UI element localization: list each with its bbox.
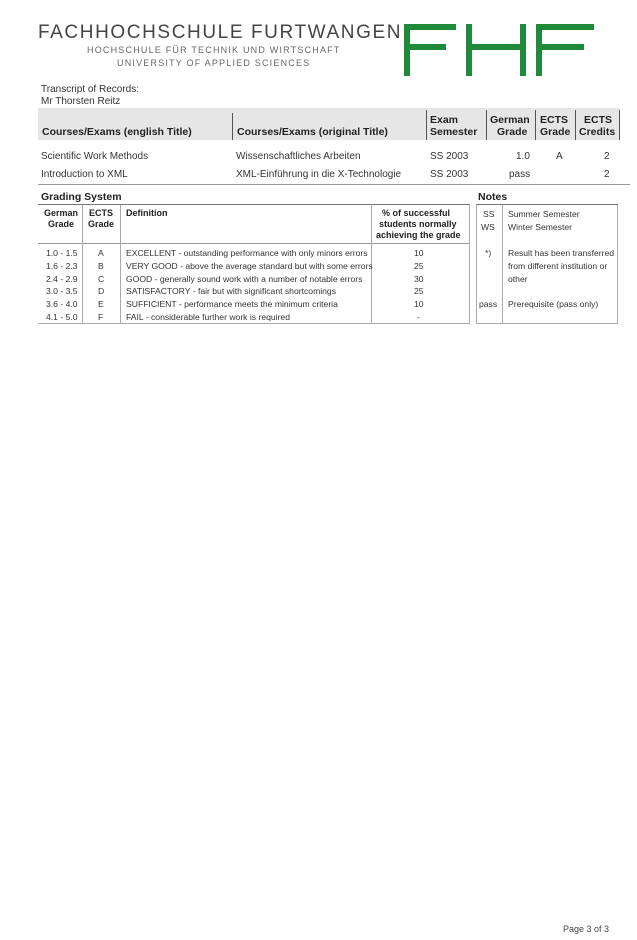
grading-definition: EXCELLENT - outstanding performance with only minors errors (126, 248, 368, 258)
course-credits: 2 (604, 151, 610, 162)
grading-col-definition: Definition (126, 208, 168, 218)
note-value: Summer Semester (508, 209, 580, 219)
page-number: Page 3 of 3 (563, 924, 610, 934)
col-german-grade: Grade (497, 126, 528, 138)
notes-title: Notes (478, 191, 508, 203)
note-value: Prerequisite (pass only) (508, 299, 599, 309)
grading-german: 4.1 - 5.0 (46, 312, 78, 322)
grading-pct: 10 (414, 248, 424, 258)
col-ects-credits: Credits (579, 126, 616, 138)
grading-col-ects: ECTS (89, 208, 114, 218)
col-exam: Exam (430, 114, 459, 126)
grading-ects: A (98, 248, 104, 258)
institution-name: FACHHOCHSCHULE FURTWANGEN (38, 22, 403, 43)
grading-pct: 25 (414, 261, 424, 271)
course-original-title: Wissenschaftliches Arbeiten (236, 151, 361, 162)
grading-ects: C (98, 274, 105, 284)
grading-german: 3.0 - 3.5 (46, 286, 78, 296)
grading-german: 1.6 - 2.3 (46, 261, 78, 271)
note-value: Result has been transferred (508, 248, 615, 258)
course-english-title: Introduction to XML (41, 169, 128, 180)
grading-ects: E (98, 299, 104, 309)
col-original-title: Courses/Exams (original Title) (237, 126, 388, 138)
course-credits: 2 (604, 169, 610, 180)
col-german: German (490, 114, 530, 126)
grading-definition: GOOD - generally sound work with a number of notable errors (126, 274, 363, 284)
grading-pct: 10 (414, 299, 424, 309)
col-english-title: Courses/Exams (english Title) (42, 126, 192, 138)
grading-definition: SUFFICIENT - performance meets the minimum criteria (126, 299, 338, 309)
student-name: Mr Thorsten Reitz (41, 96, 121, 107)
col-ects: ECTS (540, 114, 569, 126)
grading-ects: D (98, 286, 105, 296)
grading-col-ects-grade: Grade (88, 219, 115, 229)
institution-subtitle-english: UNIVERSITY OF APPLIED SCIENCES (117, 58, 311, 68)
note-value-cont: other (508, 274, 528, 284)
course-german-grade: pass (509, 169, 531, 180)
grading-german: 1.0 - 1.5 (46, 248, 78, 258)
grading-pct: 30 (414, 274, 424, 284)
grading-pct: 25 (414, 286, 424, 296)
grading-definition: SATISFACTORY - fair but with significant shortcomings (126, 286, 336, 296)
course-english-title: Scientific Work Methods (41, 151, 149, 162)
note-key: SS (483, 209, 495, 219)
grading-col-german: German (44, 208, 79, 218)
note-key: *) (485, 248, 492, 258)
course-semester: SS 2003 (430, 151, 469, 162)
note-value: Winter Semester (508, 222, 572, 232)
grading-ects: F (98, 312, 104, 322)
grading-definition: VERY GOOD - above the average standard but with some errors (126, 261, 373, 271)
grading-system-title: Grading System (41, 191, 122, 203)
grading-ects: B (98, 261, 104, 271)
col-ects2: ECTS (584, 114, 613, 126)
grading-definition: FAIL - considerable further work is required (126, 312, 290, 322)
note-value-cont: from different institution or (508, 261, 608, 271)
grading-col-german-grade: Grade (48, 219, 75, 229)
col-semester: Semester (430, 126, 478, 138)
course-german-grade: 1.0 (516, 151, 530, 162)
grading-german: 3.6 - 4.0 (46, 299, 78, 309)
grading-col-pct-3: achieving the grade (376, 230, 461, 240)
grading-german: 2.4 - 2.9 (46, 274, 78, 284)
course-original-title: XML-Einführung in die X-Technologie (236, 169, 402, 180)
document-title: Transcript of Records: (41, 84, 139, 95)
grading-col-pct-1: % of successful (382, 208, 451, 218)
col-ects-grade: Grade (540, 126, 571, 138)
fhf-logo (404, 20, 596, 78)
course-semester: SS 2003 (430, 169, 469, 180)
note-key: WS (481, 222, 495, 232)
course-ects-grade: A (556, 151, 563, 162)
grading-col-pct-2: students normally (379, 219, 457, 229)
note-key: pass (479, 299, 498, 309)
grading-pct: - (417, 312, 420, 322)
institution-subtitle-german: HOCHSCHULE FÜR TECHNIK UND WIRTSCHAFT (87, 45, 341, 55)
